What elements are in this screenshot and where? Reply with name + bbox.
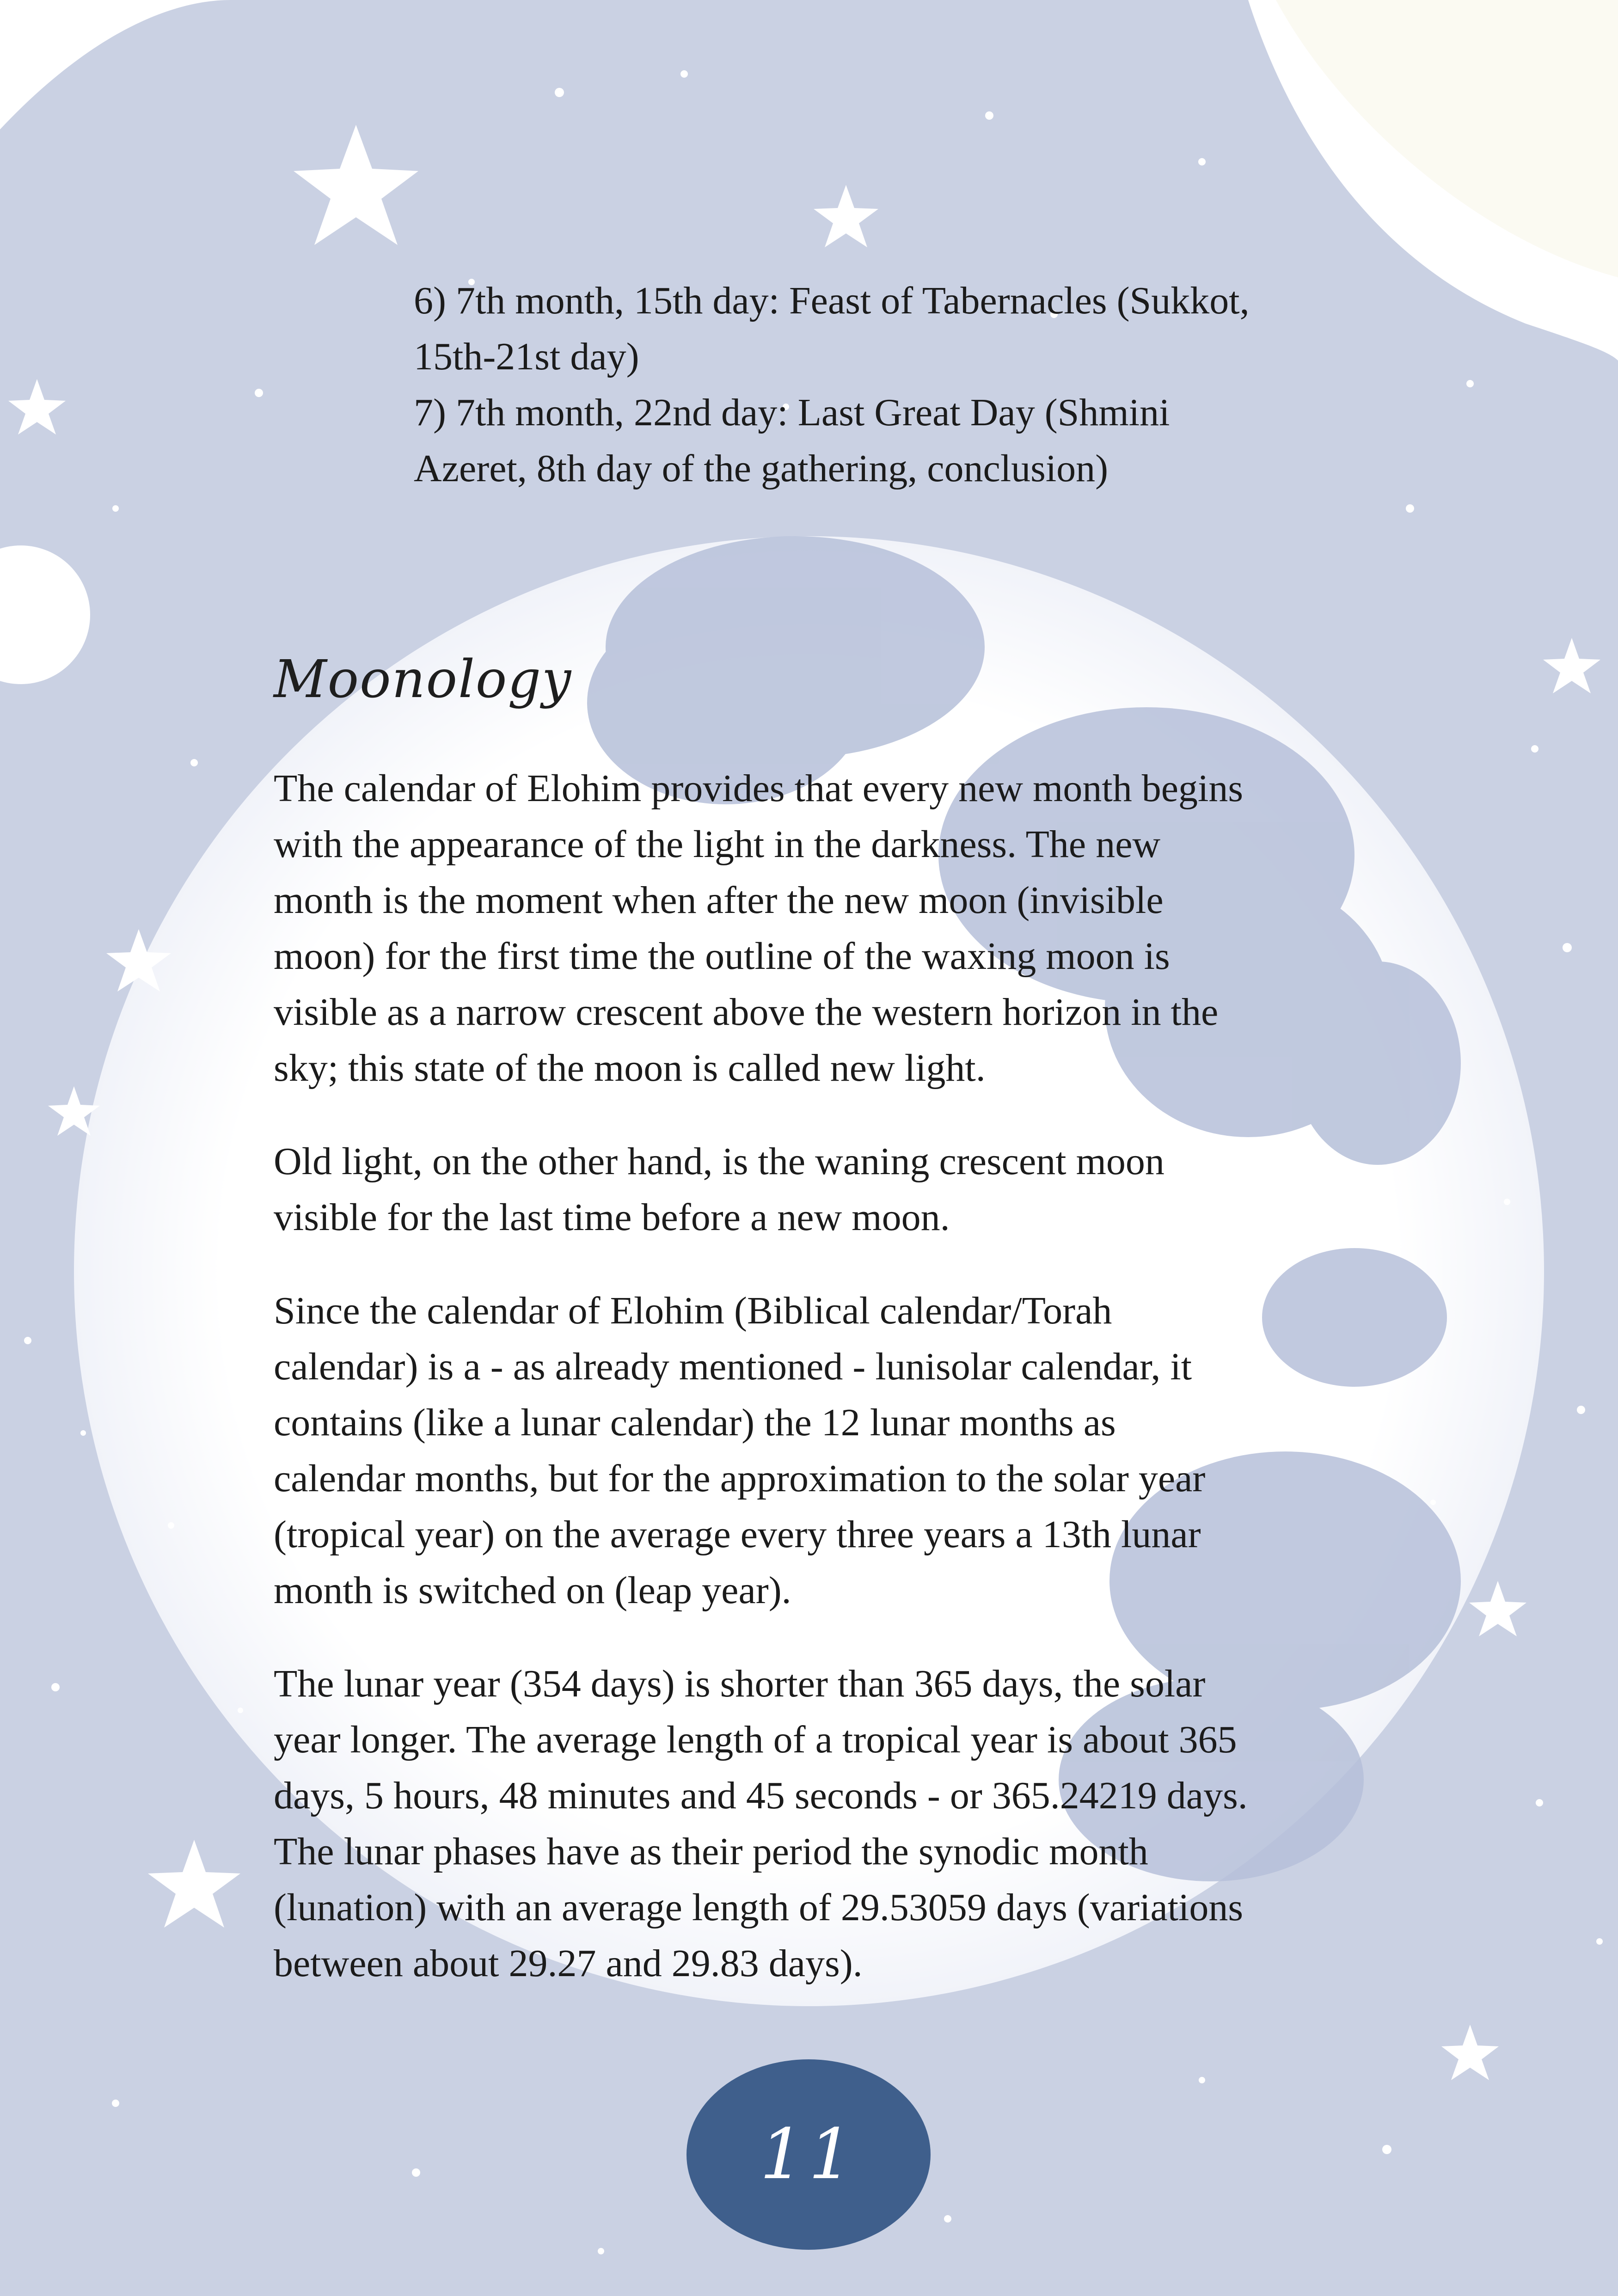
text-line: between about 29.27 and 29.83 days). — [274, 1942, 863, 1985]
text-line: sky; this state of the moon is called new light. — [274, 1047, 986, 1090]
paragraph-lunisolar — [274, 1283, 1383, 1618]
paragraph-old-light — [274, 1133, 1383, 1245]
list-line: Azeret, 8th day of the gathering, conclusion) — [414, 447, 1109, 490]
text-line: Since the calendar of Elohim (Biblical calendar/Torah — [274, 1289, 1112, 1332]
text-line: The lunar phases have as their period the synodic month — [274, 1830, 1148, 1873]
text-line: moon) for the first time the outline of the waxing moon is — [274, 935, 1170, 978]
body-text — [274, 760, 1383, 2029]
text-line: calendar months, but for the approximation to the solar year — [274, 1457, 1206, 1500]
list-line: 15th-21st day) — [414, 335, 639, 378]
text-line: year longer. The average length of a tropical year is about 365 — [274, 1718, 1237, 1761]
list-line: 7) 7th month, 22nd day: Last Great Day (Shmini — [414, 391, 1170, 434]
text-line: The calendar of Elohim provides that every new month begins — [274, 767, 1244, 810]
section-heading: Moonology — [274, 649, 572, 710]
feast-list — [414, 273, 1385, 496]
list-line: 6) 7th month, 15th day: Feast of Tabernacles (Sukkot, — [414, 279, 1250, 322]
text-line: with the appearance of the light in the darkness. The new — [274, 823, 1161, 866]
text-line: contains (like a lunar calendar) the 12 lunar months as — [274, 1401, 1116, 1444]
page-number-badge — [686, 2059, 931, 2250]
text-line: month is the moment when after the new moon (invisible — [274, 879, 1164, 922]
text-line: The lunar year (354 days) is shorter than 365 days, the solar — [274, 1662, 1206, 1705]
paragraph-new-month — [274, 760, 1383, 1096]
page-number: 11 — [760, 2114, 858, 2195]
text-line: Old light, on the other hand, is the waning crescent moon — [274, 1140, 1164, 1183]
text-line: calendar) is a - as already mentioned - lunisolar calendar, it — [274, 1345, 1192, 1388]
paragraph-lunar-year — [274, 1656, 1383, 1991]
text-line: days, 5 hours, 48 minutes and 45 seconds - or 365.24219 days. — [274, 1774, 1248, 1817]
text-line: (lunation) with an average length of 29.53059 days (variations — [274, 1886, 1244, 1929]
text-line: month is switched on (leap year). — [274, 1569, 791, 1612]
text-line: (tropical year) on the average every three years a 13th lunar — [274, 1513, 1201, 1556]
text-line: visible as a narrow crescent above the western horizon in the — [274, 991, 1219, 1034]
text-line: visible for the last time before a new moon. — [274, 1196, 950, 1239]
